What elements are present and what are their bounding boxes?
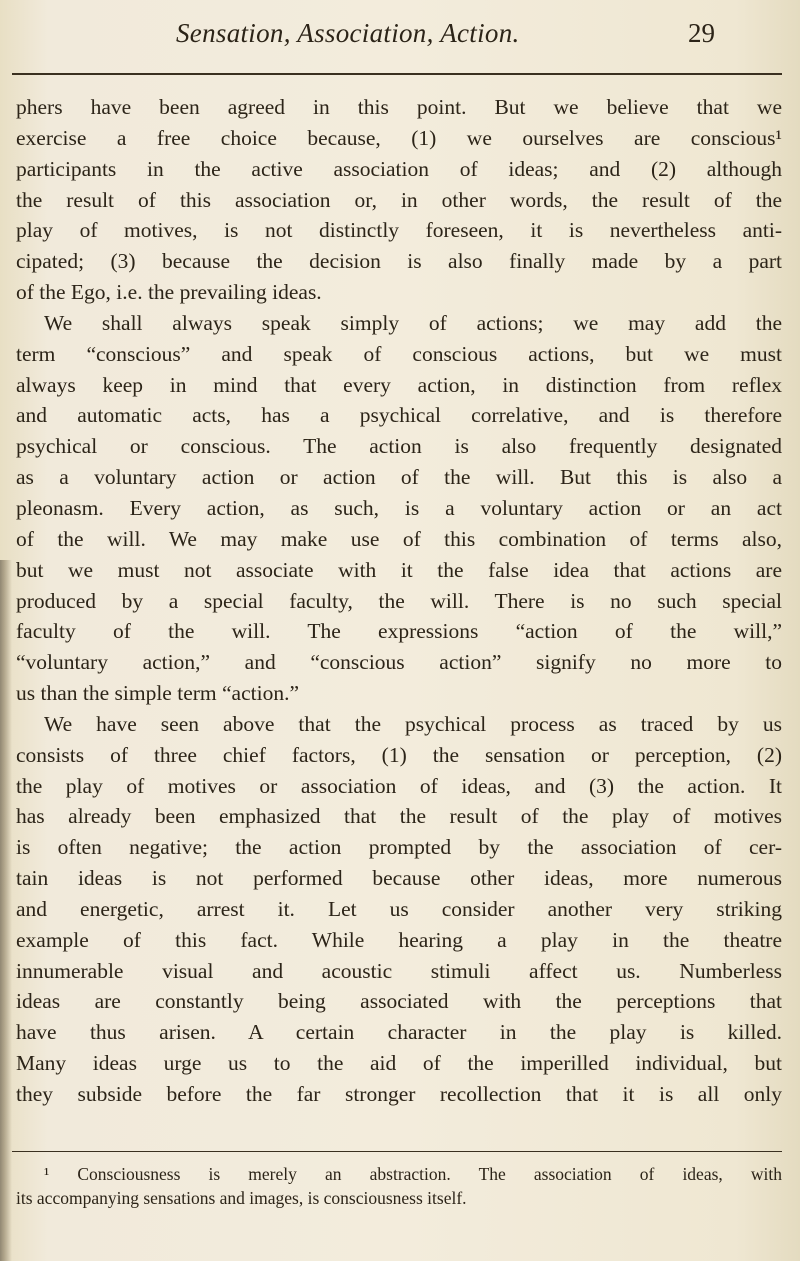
text-line: We have seen above that the psychical process as traced by us [44,711,782,736]
text-line: always keep in mind that every action, in distinction from reflex [16,372,782,397]
text-line: We shall always speak simply of actions; we may add the [44,310,782,335]
text-line: innumerable visual and acoustic stimuli affect us. Numberless [16,958,782,983]
text-line: they subside before the far stronger recollection that it is all only [16,1082,782,1106]
text-line: the play of motives or association of ideas, and (3) the action. It [16,773,782,798]
running-head [0,18,800,58]
text-line: but we must not associate with it the false idea that actions are [16,557,782,582]
text-line: and automatic acts, has a psychical correlative, and is therefore [16,403,782,428]
text-line: pleonasm. Every action, as such, is a voluntary action or an act [16,495,782,520]
footnote [16,1162,782,1210]
text-line: faculty of the will. The expressions “action of the will,” [16,619,782,644]
text-line: consists of three chief factors, (1) the sensation or perception, (2) [16,742,782,767]
text-line: example of this fact. While hearing a play in the theatre [16,927,782,952]
footnote-rule [12,1151,782,1152]
text-line: us than the simple term “action.” [16,681,299,706]
footnote-line: its accompanying sensations and images, is consciousness itself. [16,1188,467,1208]
text-line: of the Ego, i.e. the prevailing ideas. [16,280,322,305]
text-line: is often negative; the action prompted by the association of cer- [16,835,782,860]
text-line: “voluntary action,” and “conscious action” signify no more to [16,650,782,675]
page-number: 29 [688,18,715,48]
text-line: psychical or conscious. The action is also frequently designated [16,434,782,459]
binding-shadow [0,560,12,1261]
text-line: the result of this association or, in other words, the result of the [16,187,782,212]
body-text [16,92,782,1110]
text-line: cipated; (3) because the decision is also finally made by a part [16,249,782,274]
text-line: ideas are constantly being associated with the perceptions that [16,989,782,1014]
text-line: produced by a special faculty, the will. There is no such special [16,588,782,613]
text-line: exercise a free choice because, (1) we ourselves are conscious¹ [16,125,782,150]
header-rule [12,73,782,75]
text-line: tain ideas is not performed because other ideas, more numerous [16,866,782,891]
text-line: has already been emphasized that the result of the play of motives [16,804,782,829]
text-line: phers have been agreed in this point. But we believe that we [16,95,782,119]
running-head-title: Sensation, Association, Action. [176,18,520,48]
text-line: and energetic, arrest it. Let us consider another very striking [16,896,782,921]
text-line: have thus arisen. A certain character in the play is killed. [16,1020,782,1045]
text-line: as a voluntary action or action of the will. But this is also a [16,465,782,490]
text-line: of the will. We may make use of this combination of terms also, [16,526,782,551]
text-line: Many ideas urge us to the aid of the imperilled individual, but [16,1051,782,1076]
text-line: play of motives, is not distinctly foreseen, it is nevertheless anti- [16,218,782,243]
text-line: term “conscious” and speak of conscious actions, but we must [16,341,782,366]
footnote-line: ¹ Consciousness is merely an abstraction. The association of ideas, with [44,1164,782,1184]
text-line: participants in the active association of ideas; and (2) although [16,156,782,181]
